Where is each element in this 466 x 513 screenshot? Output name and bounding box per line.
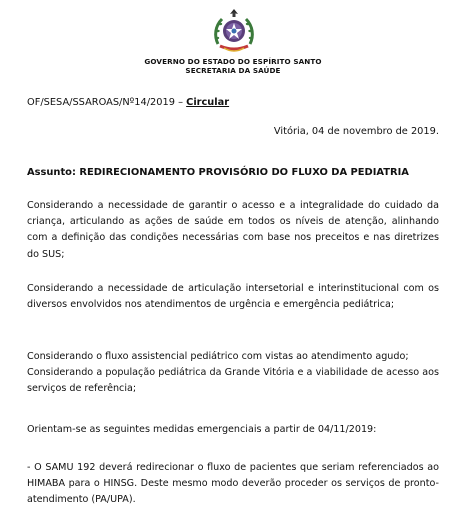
reference-number: OF/SESA/SSAROAS/Nº14/2019 –: [27, 97, 187, 108]
paragraph: Considerando a necessidade de garantir o acesso e a integralidade do cuidado da criança, articulando as ações de saúde em todos os níveis de atenção, alinhando com a definição das condições necessárias com base nos preceitos e nas diretrizes do SUS;: [27, 200, 439, 260]
paragraph: Considerando o fluxo assistencial pediátrico com vistas ao atendimento agudo;: [27, 351, 409, 362]
government-name: GOVERNO DO ESTADO DO ESPÍRITO SANTO: [144, 57, 322, 66]
paragraph: Considerando a população pediátrica da Grande Vitória e a viabilidade de acesso aos serviços de referência;: [27, 367, 439, 395]
paragraph: Orientam-se as seguintes medidas emergenciais a partir de 04/11/2019:: [27, 424, 377, 435]
document-reference: [27, 97, 229, 108]
document-subject: Assunto: REDIRECIONAMENTO PROVISÓRIO DO FLUXO DA PEDIATRIA: [27, 167, 409, 178]
document-date: Vitória, 04 de novembro de 2019.: [273, 126, 439, 137]
state-coat-of-arms-icon: [212, 8, 256, 54]
department-name: SECRETARIA DA SAÚDE: [185, 66, 281, 75]
paragraph: Considerando a necessidade de articulação intersetorial e interinstitucional com os diversos envolvidos nos atendimentos de urgência e emergência pediátrica;: [27, 283, 439, 311]
paragraph: - O SAMU 192 deverá redirecionar o fluxo de pacientes que seriam referenciados ao HIMABA para o HINSG. Deste mesmo modo deverão proceder os serviços de pronto-atendimento (PA/UPA).: [27, 462, 439, 506]
document-type: Circular: [186, 97, 230, 108]
